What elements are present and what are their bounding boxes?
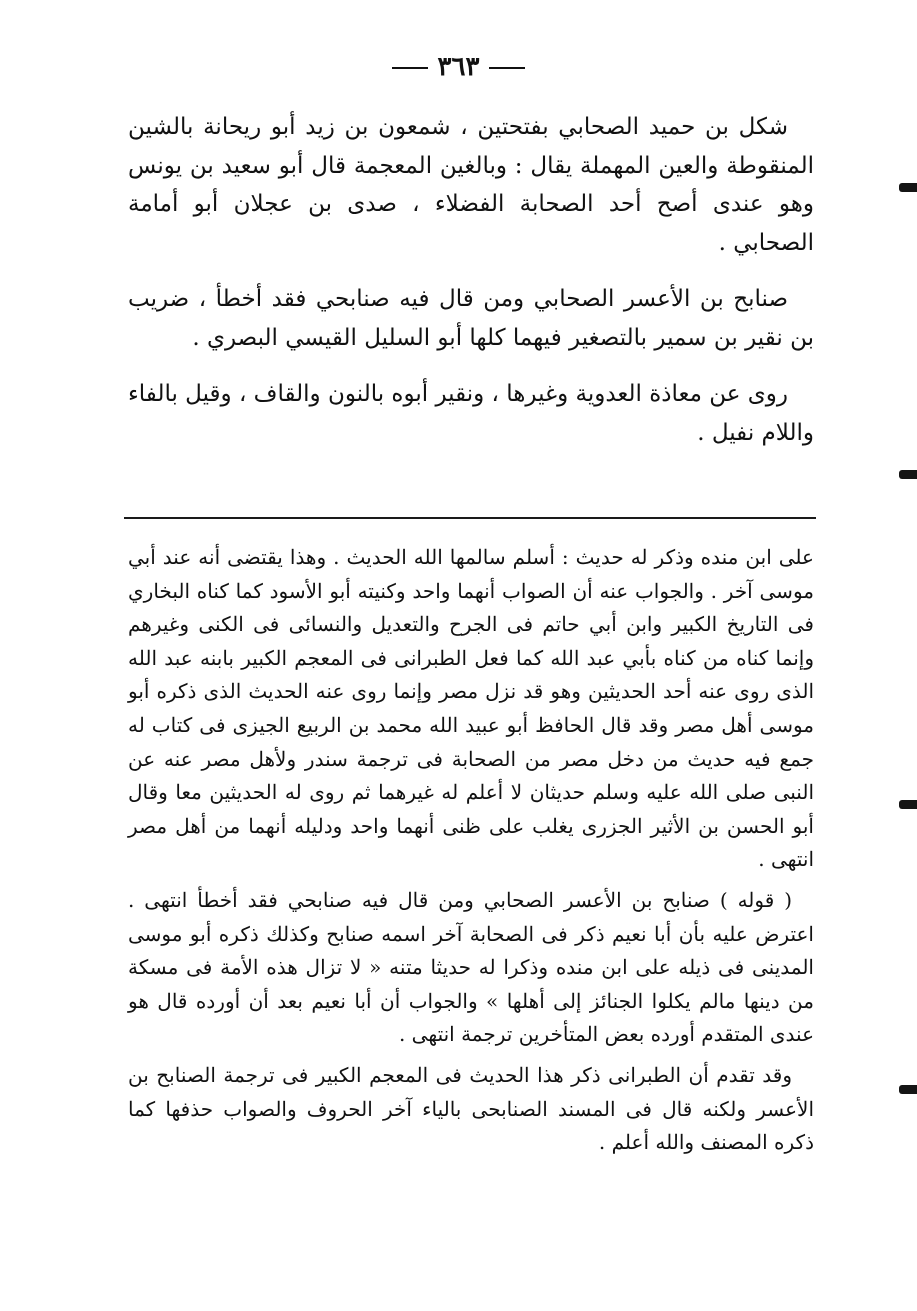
main-paragraph: صنابح بن الأعسر الصحابي ومن قال فيه صنابحي فقد أخطأ ، ضريب بن نقير بن سمير بالتصغير فيهما كلها أبو السليل القيسي البصري . — [128, 286, 814, 351]
page-number-value: ٣٦٣ — [437, 52, 480, 82]
scan-edge-mark — [899, 800, 917, 809]
footnotes-block — [128, 541, 814, 1167]
main-text-block — [128, 108, 814, 470]
page-number-dash-left — [392, 67, 428, 69]
footnote-divider — [124, 517, 816, 519]
footnote-paragraph: ( قوله ) صنابح بن الأعسر الصحابي ومن قال فيه صنابحي فقد أخطأ انتهى . اعترض عليه بأن أبا نعيم ذكر فى الصحابة آخر اسمه صنابح وكذلك ذكره أبو موسى المدينى فى ذيله على ابن منده وذكرا له حديثا متنه « لا تزال هذه الأمة فى مسكة من دينها مالم يكلوا الجنائز إلى أهلها » والجواب أن أبا نعيم بعد أن أورده قال هو عندى المتقدم أورده بعض المتأخرين ترجمة انتهى . — [128, 887, 814, 1047]
page-number — [0, 52, 917, 82]
page-number-dash-right — [489, 67, 525, 69]
main-paragraph: شكل بن حميد الصحابي بفتحتين ، شمعون بن زيد أبو ريحانة بالشين المنقوطة والعين المهملة يقال : وبالغين المعجمة قال أبو سعيد بن يونس وهو عندى أصح أحد الصحابة الفضلاء ، صدى بن عجلان أبو أمامة الصحابي . — [128, 114, 814, 256]
scan-edge-mark — [899, 470, 917, 479]
scan-edge-mark — [899, 183, 917, 192]
footnote-paragraph: وقد تقدم أن الطبرانى ذكر هذا الحديث فى المعجم الكبير فى ترجمة الصنابح بن الأعسر ولكنه قال فى المسند الصنابحى بالياء آخر الحروف والصواب حذفها كما ذكره المصنف والله أعلم . — [128, 1062, 814, 1155]
footnote-paragraph: على ابن منده وذكر له حديث : أسلم سالمها الله الحديث . وهذا يقتضى أنه عند أبي موسى آخر . والجواب عنه أن الصواب أنهما واحد وكنيته أبو الأسود كما كناه البخاري فى التاريخ الكبير وابن أبي حاتم فى الجرح والتعديل والنسائى فى الكنى وغيرهم وإنما كناه من كناه بأبي عبد الله كما فعل الطبرانى فى المعجم الكبير بابنه عبد الله الذى روى عنه أحد الحديثين وهو قد نزل مصر وإنما روى عنه الحديث الذى ذكره أبو موسى أهل مصر وقد قال الحافظ أبو عبيد الله محمد بن الربيع الجيزى فى كتاب له جمع فيه حديث من دخل مصر من الصحابة فى ترجمة سندر ولأهل مصر عنه عن النبى صلى الله عليه وسلم حديثان لا أعلم له غيرهما ثم روى له الحديثين معا وقال أبو الحسن بن الأثير الجزرى يغلب على ظنى أنهما واحد ودليله أنهما من أهل مصر انتهى . — [128, 545, 815, 872]
main-paragraph: روى عن معاذة العدوية وغيرها ، ونقير أبوه بالنون والقاف ، وقيل بالفاء واللام نفيل . — [127, 381, 814, 446]
scan-edge-mark — [899, 1085, 917, 1094]
